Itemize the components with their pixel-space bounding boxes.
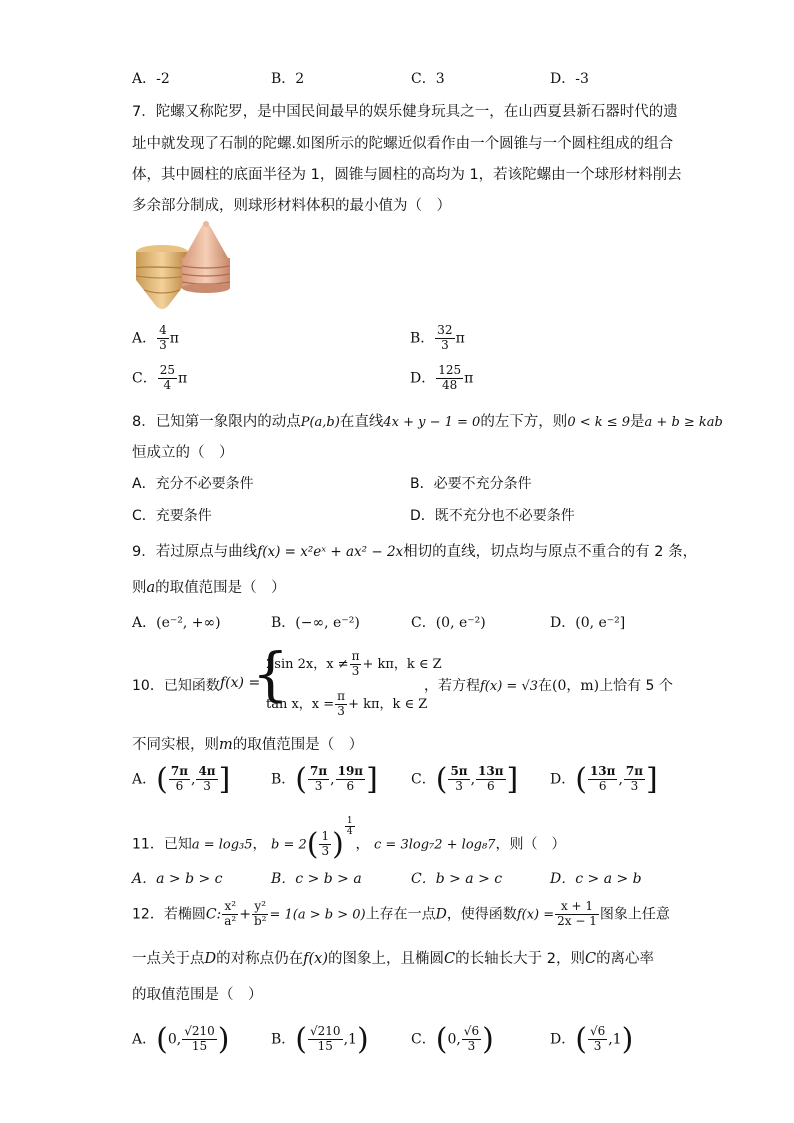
q12-option-d: D．( $\frac{√6}{3}$ ,1) (550, 1022, 634, 1057)
q10-fx: f(x) = (220, 675, 261, 691)
q12-line-1: 12．若椭圆C: $\frac{\text{x²}}{\text{a²}}$ + $\frac{\text{y²}}{\text{b²}}$ = 1(a > b > 0)上存在一点D，使得函数f(x) = $\frac{x + 1}{2x - 1}$ 图象上任意 (132, 899, 670, 928)
q6-option-a: A．-2 (132, 71, 170, 87)
q6-option-b: B．2 (271, 71, 305, 87)
q11-option-a: A．a > b > c (132, 871, 223, 887)
q8-line-2: 恒成立的（ ） (132, 445, 234, 461)
q10-option-c: C．( $\frac{5\pi}{3}$ , $\frac{13\pi}{6}$ ] (411, 762, 519, 797)
q9-line-2: 则a的取值范围是（ ） (132, 580, 286, 596)
q12-option-b: B．( $\frac{√210}{15}$ ,1) (271, 1022, 369, 1057)
q8-option-b: B．必要不充分条件 (410, 476, 532, 492)
q8-option-d: D．既不充分也不必要条件 (410, 508, 575, 524)
q8-line-1: 8．已知第一象限内的动点P(a,b)在直线4x + y − 1 = 0的左下方，则0 < k ≤ 9是a + b ≥ kab (132, 414, 723, 430)
spinning-top-image (132, 218, 232, 316)
q12-line-3: 的取值范围是（ ） (132, 987, 263, 1003)
q9-option-b: B．(−∞, e⁻²) (271, 615, 360, 631)
q7-line-2: 址中就发现了石制的陀螺.如图所示的陀螺近似看作由一个圆锥与一个圆柱组成的组合 (132, 136, 674, 152)
q7-option-b: B． $\frac{32}{3}$ π (410, 323, 465, 352)
q9-line-1: 9．若过原点与曲线f(x) = x²eˣ + ax² − 2x相切的直线，切点均与原点不重合的有 2 条， (132, 544, 698, 560)
q9-option-a: A．(e⁻², +∞) (132, 615, 221, 631)
q7-line-3: 体，其中圆柱的底面半径为 1，圆锥与圆柱的高均为 1，若该陀螺由一个球形材料削去 (132, 167, 682, 183)
q10-prefix: 10．已知函数 (132, 678, 220, 694)
q7-option-d: D． $\frac{125}{48}$ π (410, 363, 474, 392)
q7-option-c: C． $\frac{25}{4}$ π (132, 363, 188, 392)
q10-option-b: B．( $\frac{7\pi}{3}$ , $\frac{19\pi}{6}$ ] (271, 762, 378, 797)
q10-line-2: 不同实根，则m的取值范围是（ ） (132, 737, 364, 753)
q12-option-c: C．(0, $\frac{√6}{3}$ ) (411, 1022, 494, 1057)
q10-tail: ，若方程f(x) = √3在(0，m)上恰有 5 个 (424, 678, 673, 694)
q9-option-d: D．(0, e⁻²] (550, 615, 626, 631)
q9-option-c: C．(0, e⁻²) (411, 615, 486, 631)
q10-case-1: 2sin 2x，x ≠ $\frac{\pi}{3}$ + kπ，k ∈ Z (266, 649, 442, 678)
q11-option-d: D．c > a > b (550, 871, 642, 887)
q11-line-1: 11．已知a = log₃5， b = 2( $\frac{1}{3}$ ) $\frac{1}{4}$ ， c = 3log₇2 + log₈7，则（ ） (132, 816, 566, 862)
q10-case-2: tan x，x = $\frac{\pi}{3}$ + kπ，k ∈ Z (266, 689, 428, 718)
q7-line-1: 7．陀螺又称陀罗，是中国民间最早的娱乐健身玩具之一，在山西夏县新石器时代的遗 (132, 104, 678, 120)
q6-option-c: C．3 (411, 71, 445, 87)
q11-option-c: C．b > a > c (411, 871, 503, 887)
q12-line-2: 一点关于点D的对称点仍在f(x)的图象上，且椭圆C的长轴长大于 2，则C的离心率 (132, 951, 655, 967)
q6-option-d: D．-3 (550, 71, 589, 87)
q12-option-a: A．(0, $\frac{√210}{15}$ ) (132, 1022, 230, 1057)
q7-line-4: 多余部分制成，则球形材料体积的最小值为（ ） (132, 198, 451, 214)
q7-option-a: A． $\frac{4}{3}$ π (132, 323, 179, 352)
q8-option-c: C．充要条件 (132, 508, 212, 524)
q10-brace: { (252, 640, 289, 708)
q11-option-b: B．c > b > a (271, 871, 362, 887)
q8-option-a: A．充分不必要条件 (132, 476, 254, 492)
q10-option-a: A．( $\frac{7\pi}{6}$ , $\frac{4\pi}{3}$ ] (132, 762, 231, 797)
q10-option-d: D．( $\frac{13\pi}{6}$ , $\frac{7\pi}{3}$ ] (550, 762, 658, 797)
